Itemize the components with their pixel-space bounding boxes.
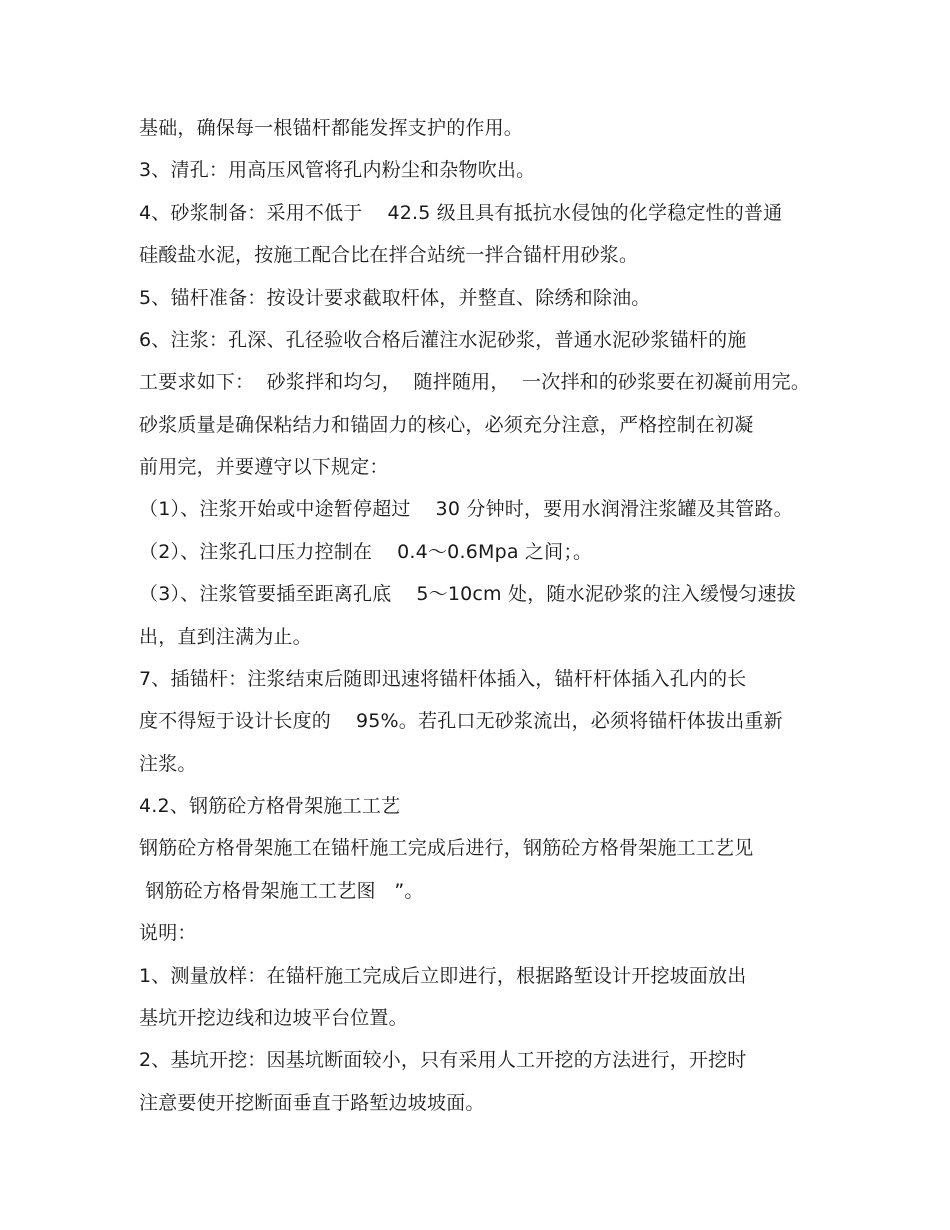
text-line: 5、锚杆准备：按设计要求截取杆体，并整直、除绣和除油。 xyxy=(139,287,651,309)
text-line: 基坑开挖边线和边坡平台位置。 xyxy=(139,1007,408,1029)
text-line: 注浆。 xyxy=(139,753,197,775)
text-line: 钢筋砼方格骨架施工工艺图 ”。 xyxy=(139,880,424,902)
section-heading: 4.2、钢筋砼方格骨架施工工艺 xyxy=(139,795,401,817)
text-line: 前用完，并要遵守以下规定： xyxy=(139,456,389,478)
text-line: 说明： xyxy=(139,922,197,944)
text-line: 7、插锚杆：注浆结束后随即迅速将锚杆体插入，锚杆杆体插入孔内的长 xyxy=(139,668,747,690)
text-line: 6、注浆：孔深、孔径验收合格后灌注水泥砂浆，普通水泥砂浆锚杆的施 xyxy=(139,329,747,351)
text-line: 2、基坑开挖：因基坑断面较小，只有采用人工开挖的方法进行，开挖时 xyxy=(139,1049,747,1071)
text-line: 1、测量放样：在锚杆施工完成后立即进行，根据路堑设计开挖坡面放出 xyxy=(139,965,747,987)
text-line: 出，直到注满为止。 xyxy=(139,626,312,648)
text-line: 度不得短于设计长度的 95%。若孔口无砂浆流出，必须将锚杆体拔出重新 xyxy=(139,710,783,732)
text-line: 硅酸盐水泥，按施工配合比在拌合站统一拌合锚杆用砂浆。 xyxy=(139,244,639,266)
text-line: （2）、注浆孔口压力控制在 0.4～0.6Mpa 之间；。 xyxy=(139,541,593,563)
text-line: 钢筋砼方格骨架施工在锚杆施工完成后进行，钢筋砼方格骨架施工工艺见 xyxy=(139,837,754,859)
text-line: 3、清孔：用高压风管将孔内粉尘和杂物吹出。 xyxy=(139,159,536,181)
text-line: （3）、注浆管要插至距离孔底 5～10cm 处，随水泥砂浆的注入缓慢匀速拔 xyxy=(139,583,797,605)
text-line: 砂浆质量是确保粘结力和锚固力的核心，必须充分注意，严格控制在初凝 xyxy=(139,414,754,436)
text-line: 基础，确保每一根锚杆都能发挥支护的作用。 xyxy=(139,117,524,139)
text-line: 注意要使开挖断面垂直于路堑边坡坡面。 xyxy=(139,1092,485,1114)
text-line: （1）、注浆开始或中途暂停超过 30 分钟时，要用水润滑注浆罐及其管路。 xyxy=(139,498,793,520)
text-line: 工要求如下： 砂浆拌和均匀， 随拌随用， 一次拌和的砂浆要在初凝前用完。 xyxy=(139,371,811,393)
text-line: 4、砂浆制备：采用不低于 42.5 级且具有抵抗水侵蚀的化学稳定性的普通 xyxy=(139,202,783,224)
